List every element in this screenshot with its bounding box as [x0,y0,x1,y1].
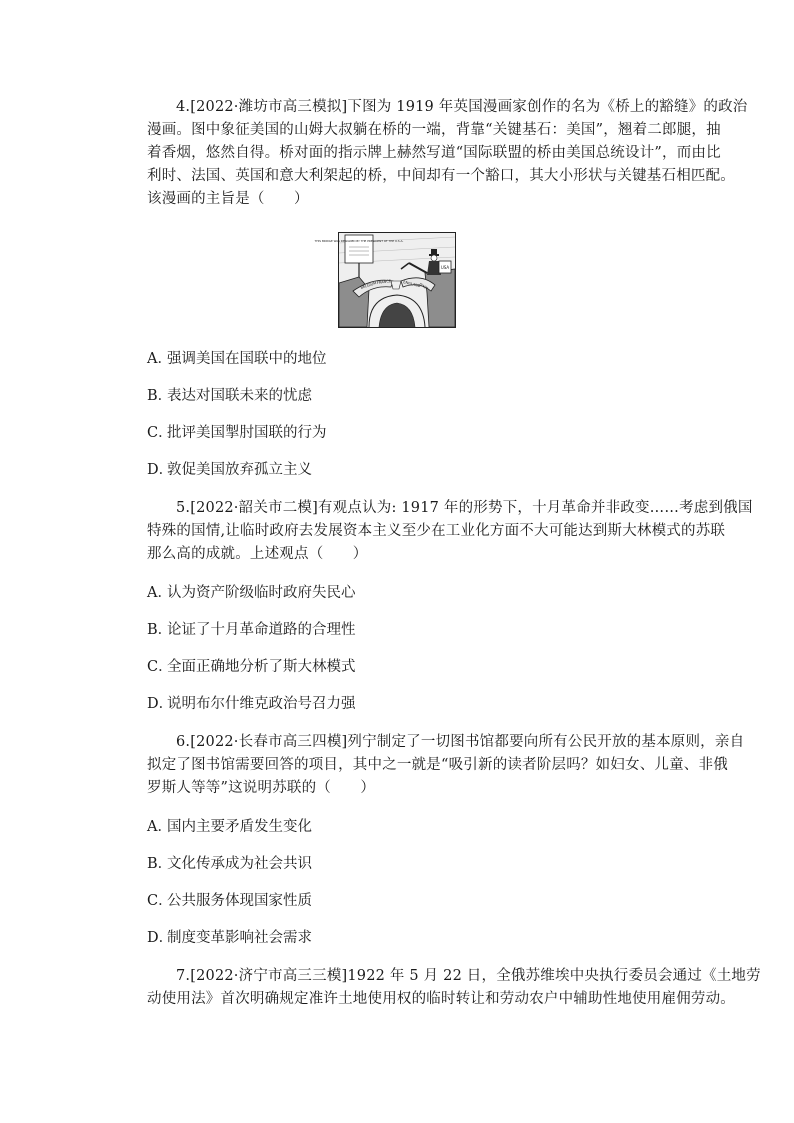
option-text: 敦促美国放弃孤立主义 [167,462,312,478]
option-text: 表达对国联未来的忧虑 [167,388,312,404]
option-letter: C． [147,425,173,441]
option-text: 公共服务体现国家性质 [167,893,312,909]
question-5-option-a[interactable] [147,583,356,603]
question-5-option-b[interactable] [147,620,356,640]
question-4-line-3: 着香烟，悠然自得。桥对面的指示牌上赫然写道“国际联盟的桥由美国总统设计”，而由比 [147,145,721,161]
question-4-option-d[interactable] [147,460,312,480]
option-text: 制度变革影响社会需求 [167,930,312,946]
question-7-line-2: 动使用法》首次明确规定准许土地使用权的临时转让和劳动农户中辅助性地使用雇佣劳动。 [147,991,735,1007]
bridge-label-england: ENGLAND [402,280,421,289]
option-letter: D． [147,930,174,946]
question-6-line-1: 6.[2022·长春市高三四模]列宁制定了一切图书馆都要向所有公民开放的基本原则，亲自 [176,734,745,750]
option-text: 强调美国在国联中的地位 [167,351,327,367]
question-4 [147,96,748,211]
question-5-line-2: 特殊的国情,让临时政府去发展资本主义至少在工业化方面不大可能达到斯大林模式的苏联 [147,523,726,539]
option-text: 认为资产阶级临时政府失民心 [167,585,356,601]
question-4-line-5: 该漫画的主旨是（ ） [147,191,309,207]
question-5 [147,497,753,566]
bridge-label-france: FRANCE [376,279,392,285]
question-5-line-1: 5.[2022·韶关市二模]有观点认为: 1917 年的形势下，十月革命并非政变……考虑到俄国 [176,500,753,516]
option-letter: D． [147,462,174,478]
question-4-line-4: 利时、法国、英国和意大利架起的桥，中间却有一个豁口，其大小形状与关键基石相匹配。 [147,168,735,184]
option-text: 说明布尔什维克政治号召力强 [167,696,356,712]
bridge-gap [391,281,401,289]
sign-text: THIS BRIDGE WAS DESIGNED BY THE PRESIDENT OF THE U.S.A. [314,239,404,243]
question-7 [147,965,761,1011]
question-6-option-c[interactable] [147,891,312,911]
bridge-label-belgium: BELGIUM [360,281,377,290]
option-text: 论证了十月革命道路的合理性 [167,622,356,638]
bridge-label-italy: ITALY [418,282,429,291]
question-5-option-d[interactable] [147,694,356,714]
question-6 [147,731,745,800]
question-5-line-3: 那么高的成就。上述观点（ ） [147,546,368,562]
option-text: 文化传承成为社会共识 [167,856,312,872]
option-letter: D． [147,696,174,712]
question-4-option-c[interactable] [147,423,327,443]
question-4-option-a[interactable] [147,349,327,369]
option-letter: C． [147,659,173,675]
question-6-option-d[interactable] [147,928,312,948]
option-letter: A． [147,585,172,601]
question-6-option-a[interactable] [147,817,312,837]
option-text: 批评美国掣肘国联的行为 [167,425,327,441]
question-4-option-b[interactable] [147,386,312,406]
question-4-line-2: 漫画。图中象征美国的山姆大叔躺在桥的一端，背靠“关键基石：美国”，翘着二郎腿，抽 [147,122,721,138]
option-letter: C． [147,893,173,909]
question-6-line-2: 拟定了图书馆需要回答的项目，其中之一就是“吸引新的读者阶层吗？如妇女、儿童、非俄 [147,757,728,773]
option-letter: B． [147,622,173,638]
option-text: 国内主要矛盾发生变化 [167,819,312,835]
cartoon-illustration [314,233,455,327]
question-6-line-3: 罗斯人等等”这说明苏联的（ ） [147,780,376,796]
political-cartoon-image [314,232,456,328]
question-5-option-c[interactable] [147,657,356,677]
option-letter: A． [147,351,172,367]
question-4-line-1: 4.[2022·潍坊市高三模拟]下图为 1919 年英国漫画家创作的名为《桥上的豁缝》的政治 [176,99,748,115]
question-7-line-1: 7.[2022·济宁市高三三模]1922 年 5 月 22 日，全俄苏维埃中央执行委员会通过《土地劳 [176,968,761,984]
option-letter: A． [147,819,172,835]
option-letter: B． [147,856,173,872]
option-text: 全面正确地分析了斯大林模式 [167,659,356,675]
question-6-option-b[interactable] [147,854,312,874]
keystone-label: USA [440,265,450,270]
option-letter: B． [147,388,173,404]
